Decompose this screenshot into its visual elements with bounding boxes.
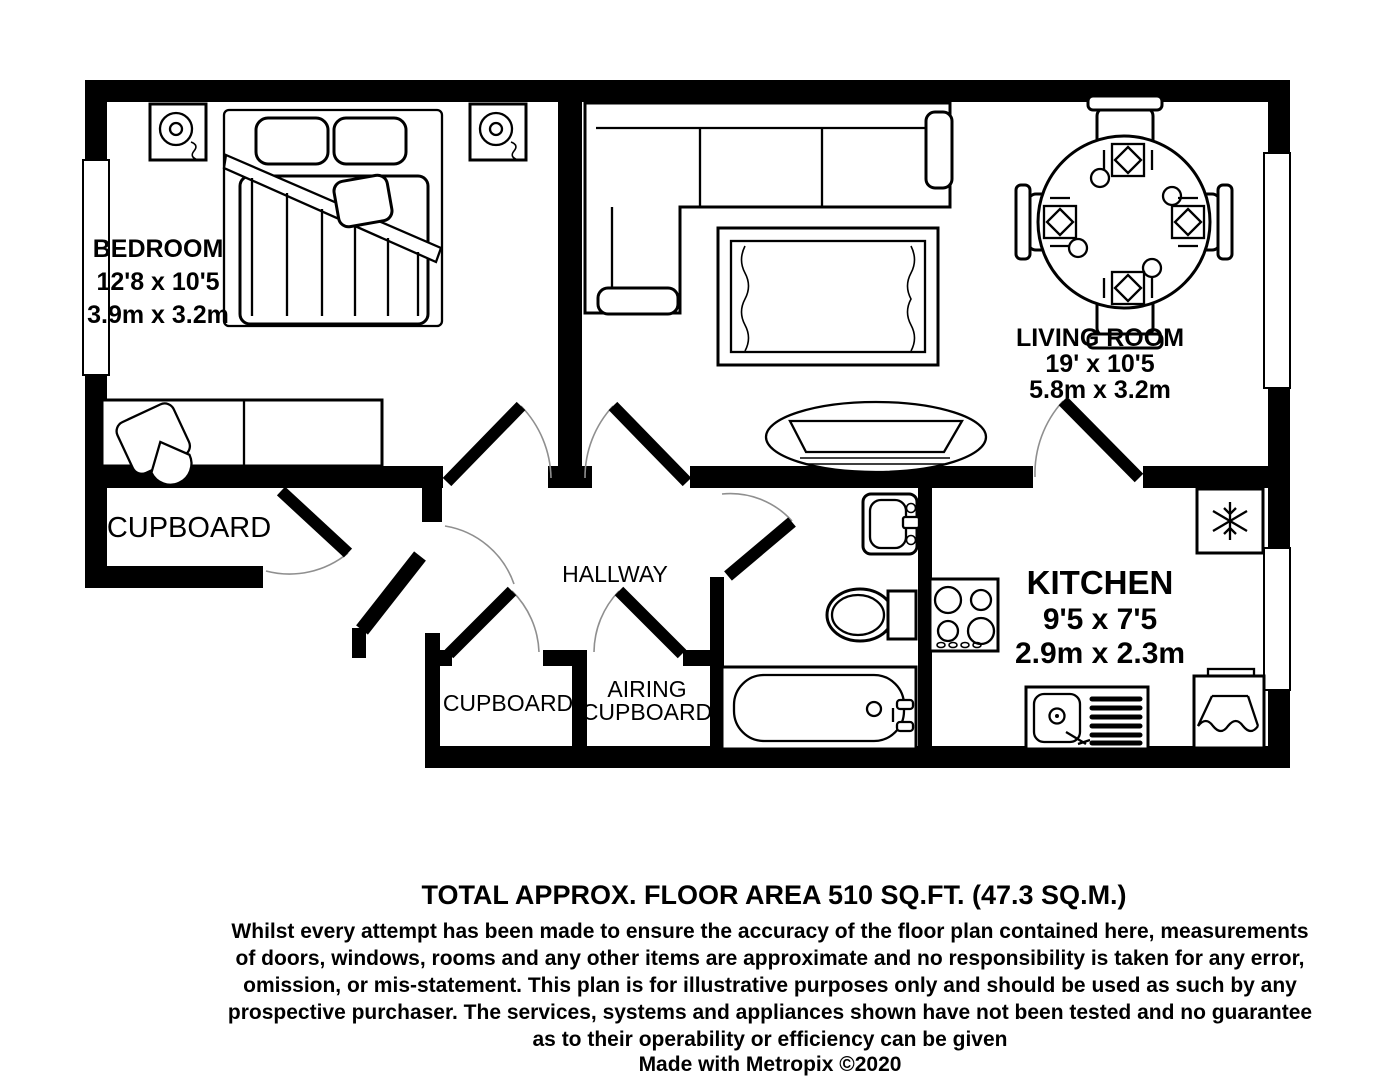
fridge-icon (1197, 489, 1263, 553)
kitchen-door-swing (1035, 401, 1063, 477)
window-living-right (1264, 153, 1290, 388)
wall-entry-diagonal (362, 556, 420, 630)
hallway-label: HALLWAY (562, 561, 668, 587)
bathroom-door (722, 494, 792, 576)
basin-icon (863, 494, 919, 554)
cupboard-bottom-door (449, 591, 539, 654)
bedside-table-left (150, 104, 206, 160)
cupboard-left-door (266, 491, 348, 574)
kitchen-door-leaf (1063, 401, 1139, 478)
wall-cupboard-bottom (85, 566, 263, 588)
metropix-credit: Made with Metropix ©2020 (638, 1053, 902, 1076)
bedroom-door-leaf (447, 406, 521, 482)
dining-set (1016, 96, 1232, 348)
round-rug-coffee-table-icon (766, 402, 986, 472)
cupboard-left-label: CUPBOARD (106, 512, 272, 544)
living-room-door (585, 406, 687, 482)
airing-cupboard-door-swing (594, 591, 619, 652)
bathroom-door-leaf (728, 522, 792, 576)
kitchen-label: KITCHEN (1026, 564, 1174, 601)
living-room-door-leaf (613, 406, 687, 482)
wall-stub-entry-left (352, 628, 366, 658)
kitchen-door (1035, 401, 1139, 478)
wall-stub-airing-right (683, 650, 710, 666)
footer (228, 880, 1312, 1076)
sofa-armrest (926, 112, 952, 188)
kitchen-size-imperial: 9'5 x 7'5 (1042, 603, 1158, 636)
sink-icon (1026, 687, 1148, 749)
toilet-icon (827, 589, 916, 641)
disclaimer-line: as to their operability or efficiency can be given (532, 1028, 1008, 1051)
pillow (334, 118, 406, 164)
airing-cupboard-label-line2: CUPBOARD (581, 699, 713, 725)
living-room-size-metric: 5.8m x 3.2m (1029, 376, 1171, 404)
disclaimer-line: of doors, windows, rooms and any other items are approximate and no responsibility is taken for any error, (235, 947, 1305, 970)
cushion (332, 174, 393, 229)
wall-left-1 (85, 80, 107, 162)
airing-cupboard-label-line1: AIRING (607, 676, 687, 702)
cupboard-left-door-leaf (281, 491, 348, 553)
wall-right-1 (1268, 80, 1290, 155)
wall-stub-cupboards-mid (543, 650, 587, 666)
rug-icon (718, 228, 938, 365)
bedroom-size-metric: 3.9m x 3.2m (87, 301, 229, 329)
doors (266, 401, 1139, 654)
sofa-armrest (598, 288, 678, 314)
wall-bedroom-living-divider (558, 80, 582, 473)
airing-cupboard-door (594, 591, 682, 654)
bedroom-label: BEDROOM (92, 235, 224, 263)
disclaimer-line: omission, or mis-statement. This plan is for illustrative purposes only and should be used as such by any (243, 974, 1297, 997)
bedroom-door-swing (521, 406, 551, 478)
bath-icon (722, 667, 916, 749)
cupboard-bottom-label: CUPBOARD (442, 690, 574, 716)
pillow (256, 118, 328, 164)
hob-icon (930, 579, 998, 651)
wall-living-bottom-2 (1143, 466, 1290, 488)
bathroom-door-swing (722, 494, 792, 521)
window-kitchen-right (1264, 548, 1290, 690)
dining-table-icon (1038, 136, 1210, 308)
kitchen-size-metric: 2.9m x 2.3m (1014, 637, 1186, 670)
cupboard-bottom-door-swing (512, 591, 539, 652)
bedside-table-right (470, 104, 526, 160)
wall-entry-vertical (425, 633, 440, 746)
bathroom-fixtures (722, 494, 919, 749)
wall-stub-below-bedroom-door (422, 488, 442, 522)
living-room-furniture (585, 96, 1232, 472)
disclaimer-line: Whilst every attempt has been made to ensure the accuracy of the floor plan contained here, measurements (231, 920, 1309, 943)
cupboard-left-door-swing (266, 553, 348, 574)
entrance-door-swing (445, 526, 514, 584)
living-room-label: LIVING ROOM (1015, 324, 1185, 352)
total-area-title: TOTAL APPROX. FLOOR AREA 510 SQ.FT. (47.3 SQ.M.) (421, 880, 1127, 910)
cupboard-bottom-door-leaf (449, 591, 512, 654)
bedroom-size-imperial: 12'8 x 10'5 (96, 268, 220, 296)
oven-icon (1194, 669, 1264, 748)
bedroom-door (447, 406, 551, 482)
disclaimer-line: prospective purchaser. The services, systems and appliances shown have not been tested and no guarantee (227, 1001, 1313, 1024)
double-bed-icon (224, 110, 442, 326)
airing-cupboard-door-leaf (619, 591, 682, 654)
living-room-size-imperial: 19' x 10'5 (1045, 350, 1155, 378)
